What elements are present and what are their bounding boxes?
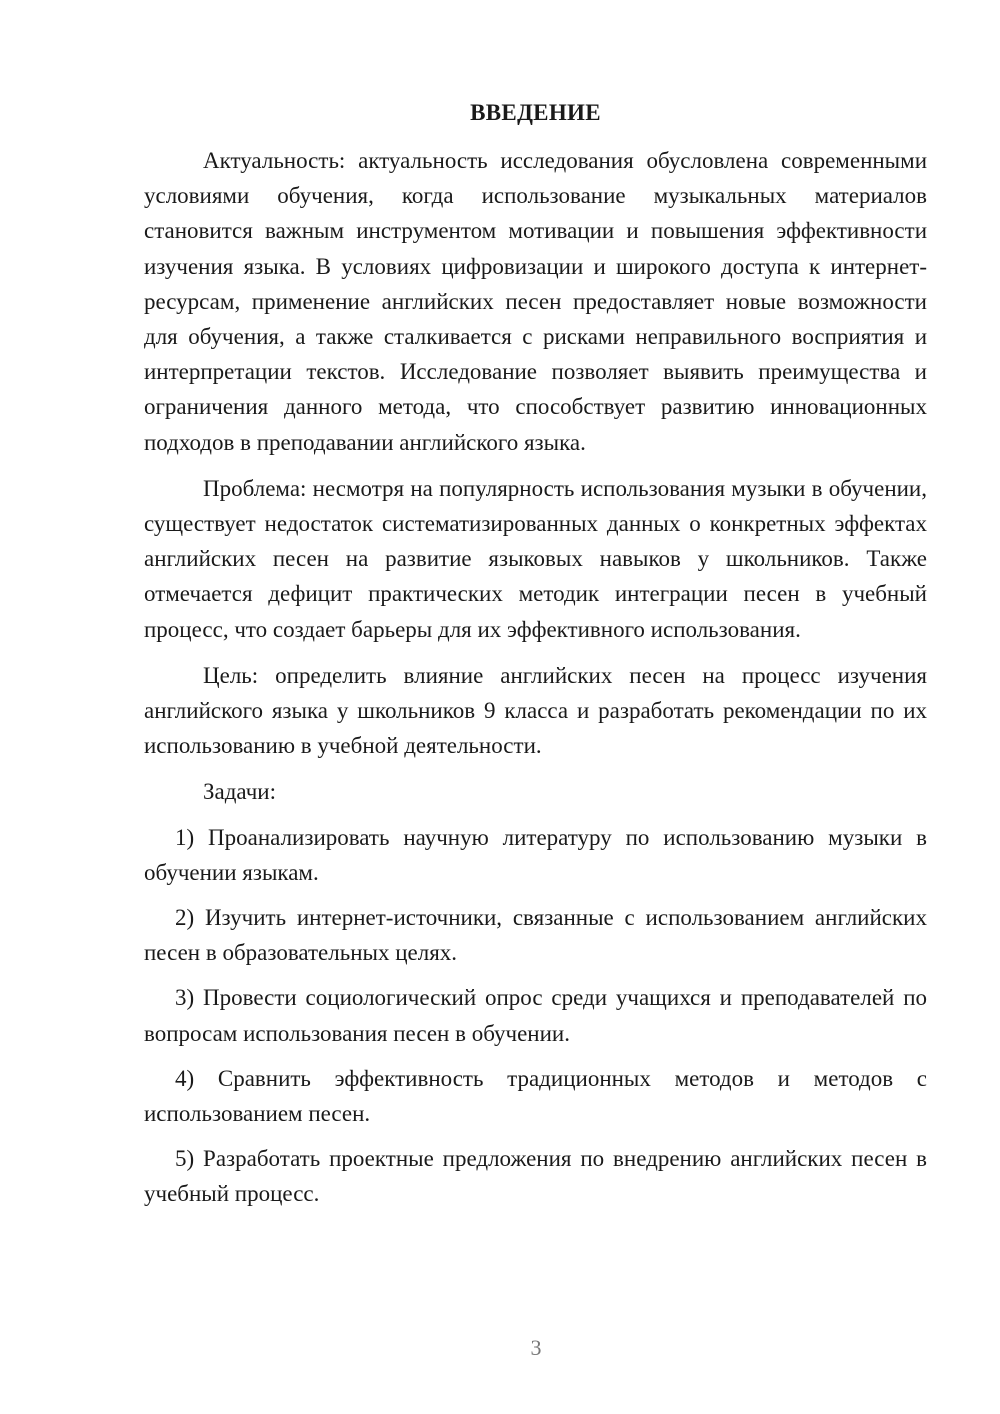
paragraph-goal: Цель: определить влияние английских песен на процесс изучения английского языка у школьников 9 класса и разработать рекомендации по их использованию в учебной деятельности. xyxy=(144,662,927,759)
page-title: ВВЕДЕНИЕ xyxy=(470,100,601,125)
task-item-5: 5) Разработать проектные предложения по внедрению английских песен в учебный процесс. xyxy=(144,1146,927,1207)
page-number: 3 xyxy=(530,1335,542,1360)
task-item-3: 3) Провести социологический опрос среди учащихся и преподавателей по вопросам использования песен в обучении. xyxy=(144,985,927,1046)
paragraph-relevance: Актуальность: актуальность исследования обусловлена современными условиями обучения, когда использование музыкальных материалов становится важным инструментом мотивации и повышения эффективности изучения языка. В условиях цифровизации и широкого доступа к интернет-ресурсам, применение английских песен предоставляет новые возможности для обучения, а также сталкивается с рисками неправильного восприятия и интерпретации текстов. Исследование позволяет выявить преимущества и ограничения данного метода, что способствует развитию инновационных подходов в преподавании английского языка. xyxy=(144,148,927,455)
task-item-4: 4) Сравнить эффективность традиционных методов и методов с использованием песен. xyxy=(144,1065,927,1127)
task-item-1: 1) Проанализировать научную литературу по использованию музыки в обучении языкам. xyxy=(144,824,927,885)
tasks-heading: Задачи: xyxy=(203,779,276,805)
task-item-2: 2) Изучить интернет-источники, связанные с использованием английских песен в образовательных целях. xyxy=(144,905,927,966)
page-content xyxy=(144,95,927,1222)
paragraph-problem: Проблема: несмотря на популярность использования музыки в обучении, существует недостаток систематизированных данных о конкретных эффектах английских песен на развитие языковых навыков у школьников. Также отмечается дефицит практических методик интеграции песен в учебный процесс, что создает барьеры для их эффективного использования. xyxy=(144,475,927,642)
